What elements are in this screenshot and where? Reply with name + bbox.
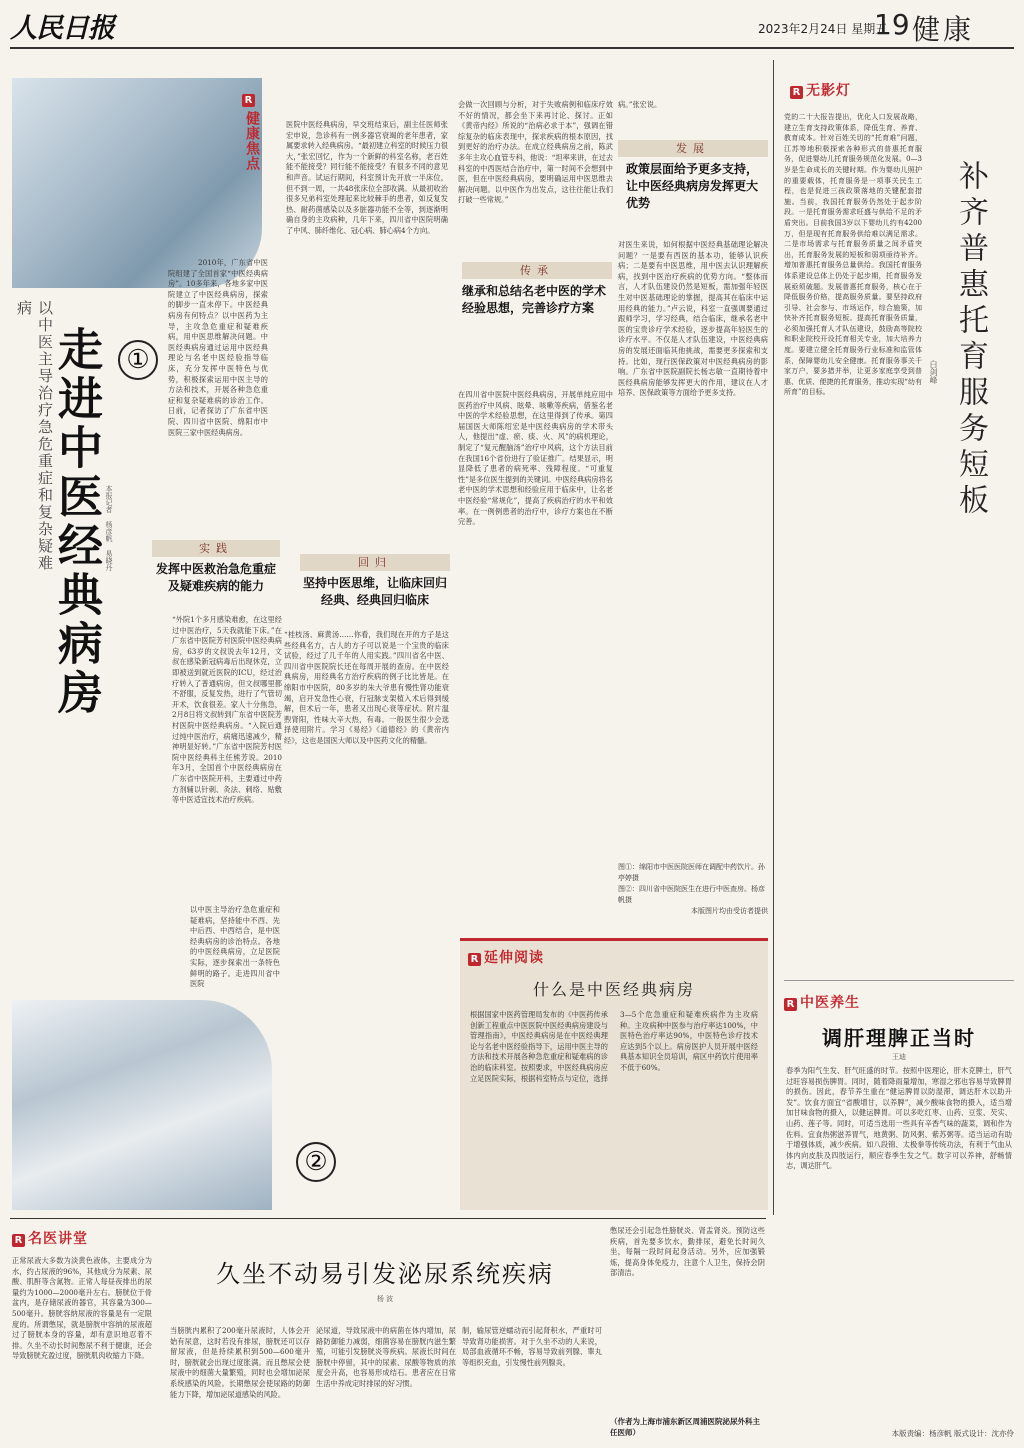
section-rule: [10, 1218, 766, 1219]
zhongyi-title: 调肝理脾正当时: [822, 1026, 976, 1050]
page-credits: 本版责编：杨彦帆 版式设计：沈亦伶: [891, 1429, 1014, 1438]
inherit-headline: 继承和总结名老中医的学术经验思想，完善诊疗方案: [462, 284, 607, 315]
feature-tag: [242, 88, 266, 171]
feature-byline: 本报记者 杨彦帆 易晓丹: [105, 485, 113, 571]
issue-date: 2023年2月24日 星期五: [758, 22, 888, 36]
develop-body: 对医生来说，如何根据中医经典基础理论解决问题？一是要有西医的基本功，能够认识疾病；二是要有中医思维，用中医去认识理解疾病，找到中医治疗疾病的优势方向。“整体而言，人才队伍建设仍然是短板，需加强年轻医生对中医基础理论的掌握，提高其在临床中运用经典的能力。”卢云说，科室一直强调要通过跟师学习，学习经典，结合临床，继承名老中医的宝贵诊疗学术经验，逐步提高年轻医生的诊疗水平。不仅是人才队伍建设，中医经典病房的发展还面临其他挑战，需要更多探索和支持。比如，现行医保政策对中医经典病房的影响。广东省中医院副院长杨志敏一直期待着中医经典病房能够发挥更大的作用，建议在人才培养、医保政策等方面给予更多支持。: [618, 240, 768, 398]
feature-intro: 2010年，广东省中医院组建了全国首家“中医经典病房”。10多年来，各地多家中医院建立了中医经典病房，探索的脚步一直未停下。中医经典病房有何特点？以中医药为主导，主攻急危重症和疑难疾病，用中医思维解决问题。中医经典病房通过运用中医经典理论与名老中医经验指导临床，充分发挥中医特色与优势，积极探索运用中医主导的方法和技术，开展各种急危重症和复杂疑难病的诊治工作。日前，记者探访了广东省中医院、四川省中医院、绵阳市中医院三家中医经典病房。: [168, 258, 268, 437]
wuying-title: 补齐普惠托育服务短板: [953, 160, 988, 520]
photo-ward-round: [12, 1000, 272, 1210]
photo-marker-2: ②: [296, 1142, 336, 1182]
ext-title: 什么是中医经典病房: [532, 980, 695, 999]
caption-1: 图①：绵阳市中医医院医师在调配中药饮片。孙亭婷摄: [618, 863, 765, 882]
wuying-tag-icon: R: [790, 86, 803, 99]
section-inherit: [462, 262, 612, 317]
photo-captions: [618, 862, 768, 917]
return-body: “桂枝汤、麻黄汤……你看，我们现在开的方子是这些经典名方，古人的方子可以说是一个宝贵的临床试验，经过了几千年的人用实践。”四川省名中医、四川省中医院院长还在每周开展的查房。在中医经典病房，用经典名方治疗疾病的例子比比皆是。在绵阳市中医院，80多岁的朱大爷患有慢性肾功能衰竭，启开发急性心衰，行冠脉支架植入术后得到缓解，但术后一年，患者又出现心衰等症状。附片温煦肾阳，性味大辛大热，有毒。一般医生很少会选择使用附片。学习《易经》《道德经》的《黄帝内经》，这也是国医大师以及中医药文化的精髓。: [284, 630, 449, 745]
feature-tag-icon: R: [242, 94, 255, 107]
feature-tag-label: 健康焦点: [244, 111, 260, 171]
mingyi-tag-label: 名医讲堂: [28, 1231, 88, 1247]
mingyi-author: 杨 波: [376, 1295, 394, 1303]
feature-column-1: 医院中医经典病房，早交班结束后，副主任医师张宏申说，急诊科有一例多器官衰竭的老年患者，家属要求转入经典病房。“最初建立科室的时候压力很大，”张宏回忆，作为一个新鲜的科室名称，老百姓能不能接受？同行能不能接受？有很多不同的意见和声音。试运行期间，科室预计先开放一半床位，但不到一周，一共48张床位全部收满。从最初收治很多兄弟科室处理起来比较棘手的患者，如反复发热、耐药菌感染以及多脏器功能不全等，到逐渐明确自身的主攻病种，几年下来，四川省中医院明确了中风、肺纤维化、冠心病、肺心病4个方向。: [286, 120, 448, 235]
practice-headline: 发挥中医救治急危重症及疑难疾病的能力: [155, 562, 276, 593]
wuying-body: 党的二十大报告提出，优化人口发展战略，建立生育支持政策体系，降低生育、养育、教育成本。针对百姓关切的“托育难”问题，江苏等地积极探索各种形式的普惠托育服务，促进婴幼儿托育服务规范化发展。0—3岁是生命成长的关键时期。作为婴幼儿照护的重要载体，托育服务是一项事关民生工程，也是促进三孩政策落地的关键配套措施。当前，我国托育服务仍然处于起步阶段。一是托育服务需求旺盛与供给不足的矛盾突出。目前我国3岁以下婴幼儿约有4200万，但是现有托育服务供给难以满足需求。二是市场需求与托育服务质量之间矛盾突出，托育服务发展的短板和弱项亟待补齐。增加普惠托育服务总量供给。我国托育服务体系建设总体上仍处于起步期，托育服务发展亟须破题。发展普惠托育服务，核心在于降低服务价格，提高服务质量。要坚持政府引导、社会参与、市场运作，综合施策，加快补齐托育服务短板。提高托育服务质量，必须加强托育人才队伍建设，鼓励高等院校和职业院校开设托育相关专业，加大培养力度。要建立健全托育服务行业标准和监管体系，保障婴幼儿安全健康。托育服务事关千家万户，要多措并举，让更多家庭享受到普惠、优质、便捷的托育服务，推动实现“幼有所育”的目标。: [784, 113, 922, 397]
feature-column-4: 病。”张宏说。: [618, 100, 662, 109]
feature-subtitle: 以中医主导治疗急危重症和复杂疑难病: [15, 300, 54, 572]
mingyi-body-4: 制，输尿管逆蠕动而引起肾积水，严重时可导致肾功能损害。对于久坐不动的人来说，局部血液循环不畅，容易导致前列腺、睾丸等组织充血，引发慢性前列腺炎。: [462, 1326, 602, 1367]
extended-reading-box: [460, 938, 768, 1210]
page-section: 健康: [912, 13, 975, 46]
mingyi-body-2: 当膀胱内累积了200毫升尿液时，人体会开始有尿意，这时若没有排尿，膀胱还可以存留尿液，但是持续累积到500—600毫升时，膀胱就会出现过度胀满。而且憋尿会使尿液中的细菌大量繁殖，同时也会增加泌尿系统感染的风险。长期憋尿会使尿路的防御能力下降，增加泌尿道感染的风险。: [170, 1326, 310, 1399]
masthead: 人民日报: [10, 13, 114, 44]
ext-tag-row: [460, 941, 768, 973]
wuying-tag-row: [790, 80, 851, 100]
caption-credit: 本版图片均由受访者提供: [691, 907, 768, 915]
wuying-author: 白剑峰: [929, 360, 938, 384]
zhongyi-tag-label: 中医养生: [800, 995, 860, 1011]
mingyi-author-note: （作者为上海市浦东新区周浦医院泌尿外科主任医师）: [610, 1417, 760, 1437]
zhongyi-author: 王迪: [892, 1053, 906, 1061]
ext-tag-label: 延伸阅读: [484, 950, 544, 966]
return-headline: 坚持中医思维，让临床回归经典、经典回归临床: [302, 576, 447, 607]
column-divider: [773, 60, 774, 1215]
inherit-label: 传承: [462, 262, 612, 279]
mingyi-body-5: 憋尿还会引起急性膀胱炎、肾盂肾炎。预防这些疾病，首先要多饮水，勤排尿，避免长时间久坐，每隔一段时间起身活动。另外，应加强锻炼，提高身体免疫力，注意个人卫生，保持会阴部清洁。: [610, 1226, 765, 1278]
zhongyi-body: 春季为阳气生发、肝气旺盛的时节。按照中医理论，肝木克脾土，肝气过旺容易损伤脾胃。同时，随着降雨量增加，寒湿之邪也容易导致脾胃的损伤。因此，春节养生重在“健运脾胃以防湿滞，调达肝木以助升发”。饮食方面宜“省酸增甘，以养脾”，减少酸味食物的摄入，适当增加甘味食物的摄入，以健运脾胃。可以多吃红枣、山药、豆浆、芡实、山药、莲子等。同时，可适当选用一些具有辛香气味的蔬菜，调和作为佐料。宜食热粥滋养胃气，地黄粥、防风粥、紫苏粥等。适当运动有助于增强体质，减少疾病。如八段锦、太极拳等传统功法，有利于气血从体内向皮肤及四肢运行，顺应春季生发之气。数字可以养神，舒畅情志，调达肝气。: [786, 1066, 1012, 1171]
wuying-tag-label: 无影灯: [806, 83, 851, 99]
practice-label: 实践: [152, 540, 280, 557]
mingyi-title: 久坐不动易引发泌尿系统疾病: [216, 1260, 554, 1288]
ext-body: 根据国家中医药管理局发布的《中医药传承创新工程重点中医医院中医经典病房建设与管理指南》，中医经典病房是在中医经典理论与名老中医经验指导下，运用中医主导的方法和技术开展各种急危重症和疑难病的诊治的临床科室。按照要求，中医经典病房应立足医院实际，根据科室特点与定位，选择3—5个危急重症和疑难疾病作为主攻病种。主攻病种中医参与治疗率达100%，中医特色治疗率达90%，中医特色诊疗技术应达到5个以上。病房医护人员开展中医经典基本知识全员培训，病区中药饮片使用率不低于60%。: [470, 1010, 758, 1083]
section-develop: [618, 140, 768, 212]
return-label: 回归: [300, 554, 450, 571]
page-number: 19: [874, 8, 910, 41]
photo-pharmacy: [12, 78, 262, 288]
develop-label: 发展: [618, 140, 768, 157]
practice-continuation: 以中医主导治疗急危重症和疑难病，坚持能中不西、先中后西、中西结合，是中医经典病房的诊治特点。各地的中医经典病房，立足医院实际，逐步探索出一条特色鲜明的路子。走进四川省中医院: [190, 905, 280, 989]
photo-marker-1: ①: [118, 340, 158, 380]
header-rule: [10, 47, 1014, 49]
mingyi-tag-row: [12, 1228, 88, 1248]
zhongyi-tag-row: [784, 992, 860, 1012]
feature-title: 走进中医经典病房: [50, 326, 103, 718]
zhongyi-tag-icon: R: [784, 998, 797, 1011]
mingyi-tag-icon: R: [12, 1234, 25, 1247]
feature-column-3: 会做一次回顾与分析，对于失败病例和临床疗效不好的情况，都会坐下来再讨论、探讨。正如《黄帝内经》所说的“治病必求于本”，强调在错综复杂的临床表现中，探求疾病的根本原因，找到更好的治疗办法。在成立经典病房之前，陈武多年主攻心血管专科，他说：“坦率来讲，在过去科室的中西医结合治疗中，第一时间不会想到中医，但在中医经典病房，要明确运用中医思维去解决问题。以中医作为出发点，这往往能让我们打破一些常规。”: [458, 100, 613, 205]
mingyi-body-3: 泌尿道，导致尿液中的病菌在体内增加，尿路防御能力减弱，细菌容易在膀胱内滋生繁殖，可能引发膀胱炎等疾病。尿液长时间在膀胱中停留，其中的尿素、尿酸等物质的浓度会升高，也容易形成结石。患者应在日常生活中养成定时排尿的好习惯。: [316, 1326, 456, 1388]
caption-2: 图②：四川省中医院医生在进行中医查房。杨彦帆摄: [618, 885, 765, 904]
section-return: [300, 554, 450, 609]
mingyi-body-1: 正常尿液大多数为淡黄色液体，主要成分为水，约占尿液的96%，其他成分为尿素、尿酸、肌酐等含氮物。正常人每昼夜排出的尿量约为1000—2000毫升左右。膀胱位于骨盆内，是存储尿液的器官，其容量为300—500毫升。膀胱容纳尿液的容量是有一定限度的。所谓憋尿，就是膀胱中容纳的尿液超过了膀胱本身的容量，却有意识地忍着不排。久坐不动长时间憋尿不利于健康，还会导致膀胱充盈过度，膀胱肌肉收缩力下降。: [12, 1256, 152, 1361]
develop-headline: 政策层面给予更多支持，让中医经典病房发挥更大优势: [626, 162, 759, 210]
ext-tag-icon: R: [468, 953, 481, 966]
wuying-rule: [784, 980, 1014, 981]
inherit-body: 在四川省中医院中医经典病房，开展单纯应用中医药治疗中风病、眩晕、咳嗽等疾病，借鉴名老中医的学术经验思想，在这里得到了传承。第四届国医大师陈绍宏是中医经典病房的学术带头人，他提出“虚、瘀、痰、火、风”的病机理论，制定了“复元醒脑汤”治疗中风病，这个方法目前在我国16个省份进行了验证推广。结果显示，明显降低了患者的病死率、残障程度。“可重复性”是多位医生提到的关键词。中医经典病房将名老中医的学术思想和经验应用于临床中，让名老中医经验“常规化”，提高了疾病治疗的水平和效率。在一例例患者的治疗中，诊疗方案也在不断完善。: [458, 390, 613, 527]
section-practice: [152, 540, 280, 595]
practice-body: “外院1个多月感染难愈，在这里经过中医治疗，5天我就能下床。”在广东省中医院芳村医院中医经典病房，63岁的文叔说去年12月，文叔在感染新冠病毒后出现休克，立即被送到就近医院的ICU，经过治疗转入了普通病房，但文叔哪里都不舒服，反复发热，进行了气管切开术，饮食很差。家人十分焦急，2月8日将文叔转到广东省中医院芳村医院中医经典病房。“入院后通过纯中医治疗，病痛迅速减少，精神明显好转。”广东省中医院芳村医院中医经典科主任熊芳说。2010年3月，全国首个中医经典病房在广东省中医院开科，主要通过中药方剂辅以针刺、灸法、刺络、贴敷等中医适宜技术治疗疾病。: [172, 615, 282, 805]
